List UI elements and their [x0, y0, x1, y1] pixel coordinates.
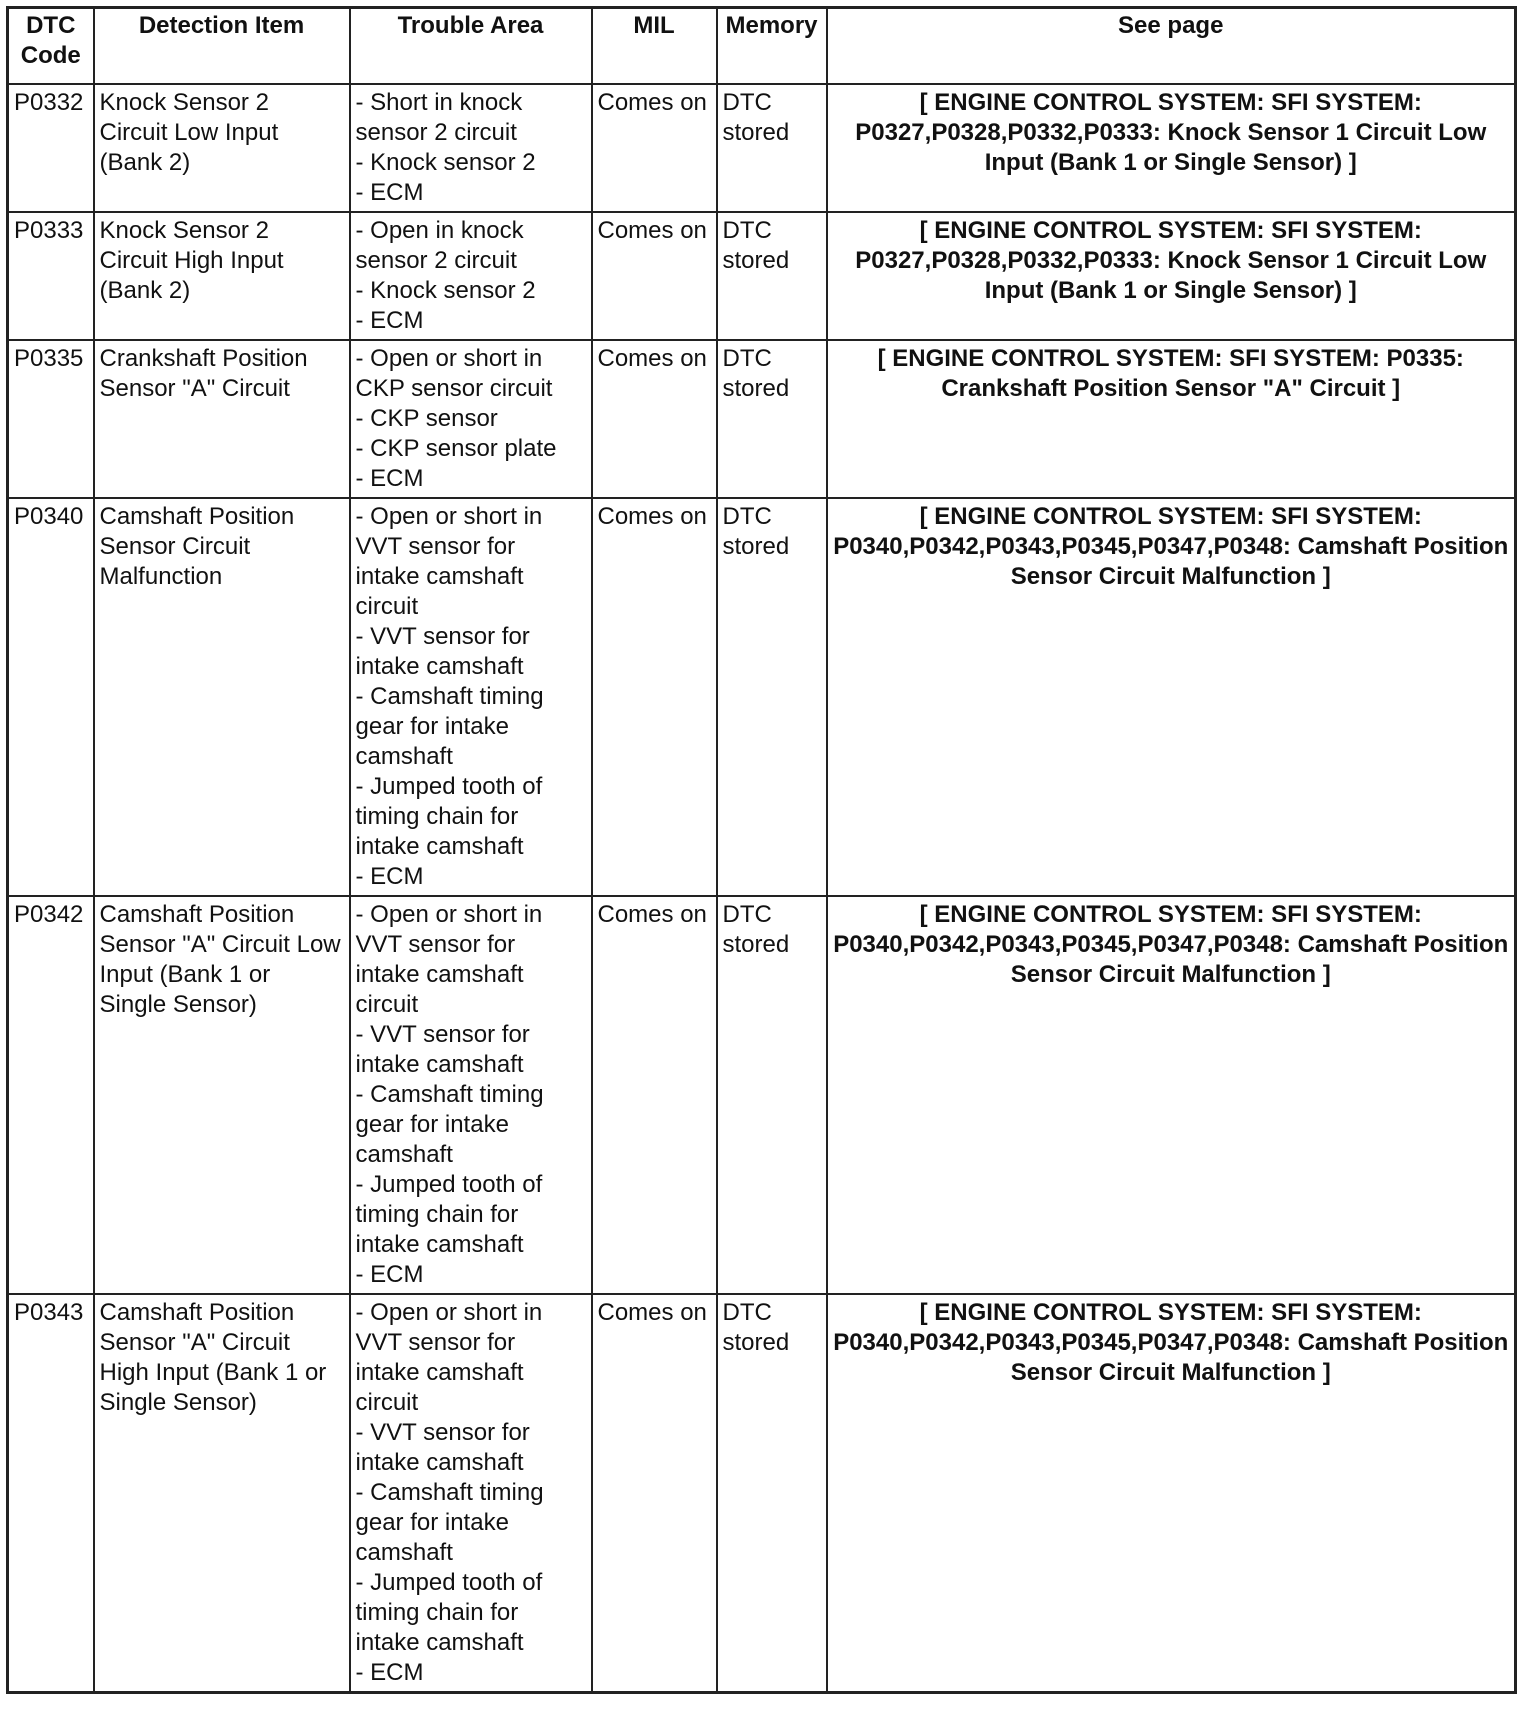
trouble-area-line: - CKP sensor	[355, 405, 498, 432]
mil-cell: Comes on	[592, 84, 717, 212]
trouble-area-line: - Open or short in CKP sensor circuit	[355, 345, 553, 402]
trouble-area-line: - Knock sensor 2	[355, 149, 536, 176]
memory-cell: DTC stored	[717, 498, 827, 896]
dtc-code-cell: P0335	[8, 340, 94, 498]
header-see-page: See page	[827, 8, 1516, 85]
detection-item-cell: Crankshaft Position Sensor "A" Circuit	[94, 340, 350, 498]
mil-cell: Comes on	[592, 896, 717, 1294]
trouble-area-line: - Open or short in VVT sensor for intake camshaft circuit	[355, 503, 543, 620]
see-page-link[interactable]: [ ENGINE CONTROL SYSTEM: SFI SYSTEM: P0335: Crankshaft Position Sensor "A" Circuit ]	[827, 340, 1516, 498]
header-memory: Memory	[717, 8, 827, 85]
trouble-area-line: - Open or short in VVT sensor for intake camshaft circuit	[355, 1299, 543, 1416]
trouble-area-line: - VVT sensor for intake camshaft	[355, 623, 530, 680]
trouble-area-line: - Open or short in VVT sensor for intake camshaft circuit	[355, 901, 543, 1018]
header-dtc-code: DTC Code	[8, 8, 94, 85]
detection-item-cell: Knock Sensor 2 Circuit Low Input (Bank 2)	[94, 84, 350, 212]
trouble-area-line: - Knock sensor 2	[355, 277, 536, 304]
see-page-link[interactable]: [ ENGINE CONTROL SYSTEM: SFI SYSTEM: P0327,P0328,P0332,P0333: Knock Sensor 1 Circuit Low Input (Bank 1 or Single Sensor) ]	[827, 212, 1516, 340]
table-row	[8, 498, 1516, 896]
trouble-area-cell	[350, 212, 592, 340]
trouble-area-line: - ECM	[355, 307, 424, 334]
memory-cell: DTC stored	[717, 1294, 827, 1693]
table-row	[8, 1294, 1516, 1693]
dtc-code-cell: P0340	[8, 498, 94, 896]
trouble-area-line: - Camshaft timing gear for intake camshaft	[355, 1479, 544, 1566]
trouble-area-line: - ECM	[355, 465, 424, 492]
mil-cell: Comes on	[592, 498, 717, 896]
memory-cell: DTC stored	[717, 212, 827, 340]
header-mil: MIL	[592, 8, 717, 85]
dtc-table-sheet	[6, 6, 1517, 1694]
trouble-area-line: - ECM	[355, 1659, 424, 1686]
detection-item-cell: Camshaft Position Sensor "A" Circuit High Input (Bank 1 or Single Sensor)	[94, 1294, 350, 1693]
trouble-area-line: - Jumped tooth of timing chain for intake camshaft	[355, 1569, 543, 1656]
trouble-area-line: - Camshaft timing gear for intake camshaft	[355, 683, 544, 770]
dtc-code-cell: P0332	[8, 84, 94, 212]
trouble-area-line: - ECM	[355, 1261, 424, 1288]
mil-cell: Comes on	[592, 1294, 717, 1693]
trouble-area-line: - ECM	[355, 179, 424, 206]
trouble-area-line: - VVT sensor for intake camshaft	[355, 1021, 530, 1078]
table-row	[8, 212, 1516, 340]
dtc-table	[6, 6, 1517, 1694]
trouble-area-line: - Open in knock sensor 2 circuit	[355, 217, 524, 274]
trouble-area-line: - VVT sensor for intake camshaft	[355, 1419, 530, 1476]
memory-cell: DTC stored	[717, 896, 827, 1294]
dtc-code-cell: P0333	[8, 212, 94, 340]
header-row	[8, 8, 1516, 85]
see-page-link[interactable]: [ ENGINE CONTROL SYSTEM: SFI SYSTEM: P0340,P0342,P0343,P0345,P0347,P0348: Camshaft Position Sensor Circuit Malfunction ]	[827, 1294, 1516, 1693]
table-row	[8, 84, 1516, 212]
detection-item-cell: Camshaft Position Sensor Circuit Malfunction	[94, 498, 350, 896]
trouble-area-cell	[350, 84, 592, 212]
trouble-area-cell	[350, 498, 592, 896]
see-page-link[interactable]: [ ENGINE CONTROL SYSTEM: SFI SYSTEM: P0327,P0328,P0332,P0333: Knock Sensor 1 Circuit Low Input (Bank 1 or Single Sensor) ]	[827, 84, 1516, 212]
mil-cell: Comes on	[592, 212, 717, 340]
trouble-area-line: - ECM	[355, 863, 424, 890]
header-detection-item: Detection Item	[94, 8, 350, 85]
dtc-code-cell: P0343	[8, 1294, 94, 1693]
detection-item-cell: Camshaft Position Sensor "A" Circuit Low Input (Bank 1 or Single Sensor)	[94, 896, 350, 1294]
trouble-area-line: - CKP sensor plate	[355, 435, 557, 462]
table-row	[8, 896, 1516, 1294]
memory-cell: DTC stored	[717, 84, 827, 212]
trouble-area-cell	[350, 340, 592, 498]
memory-cell: DTC stored	[717, 340, 827, 498]
dtc-code-cell: P0342	[8, 896, 94, 1294]
trouble-area-cell	[350, 896, 592, 1294]
see-page-link[interactable]: [ ENGINE CONTROL SYSTEM: SFI SYSTEM: P0340,P0342,P0343,P0345,P0347,P0348: Camshaft Position Sensor Circuit Malfunction ]	[827, 498, 1516, 896]
detection-item-cell: Knock Sensor 2 Circuit High Input (Bank 2)	[94, 212, 350, 340]
header-trouble-area: Trouble Area	[350, 8, 592, 85]
table-row	[8, 340, 1516, 498]
trouble-area-line: - Jumped tooth of timing chain for intake camshaft	[355, 1171, 543, 1258]
trouble-area-line: - Short in knock sensor 2 circuit	[355, 89, 523, 146]
trouble-area-cell	[350, 1294, 592, 1693]
trouble-area-line: - Camshaft timing gear for intake camshaft	[355, 1081, 544, 1168]
mil-cell: Comes on	[592, 340, 717, 498]
trouble-area-line: - Jumped tooth of timing chain for intake camshaft	[355, 773, 543, 860]
see-page-link[interactable]: [ ENGINE CONTROL SYSTEM: SFI SYSTEM: P0340,P0342,P0343,P0345,P0347,P0348: Camshaft Position Sensor Circuit Malfunction ]	[827, 896, 1516, 1294]
dtc-table-body	[8, 84, 1516, 1693]
